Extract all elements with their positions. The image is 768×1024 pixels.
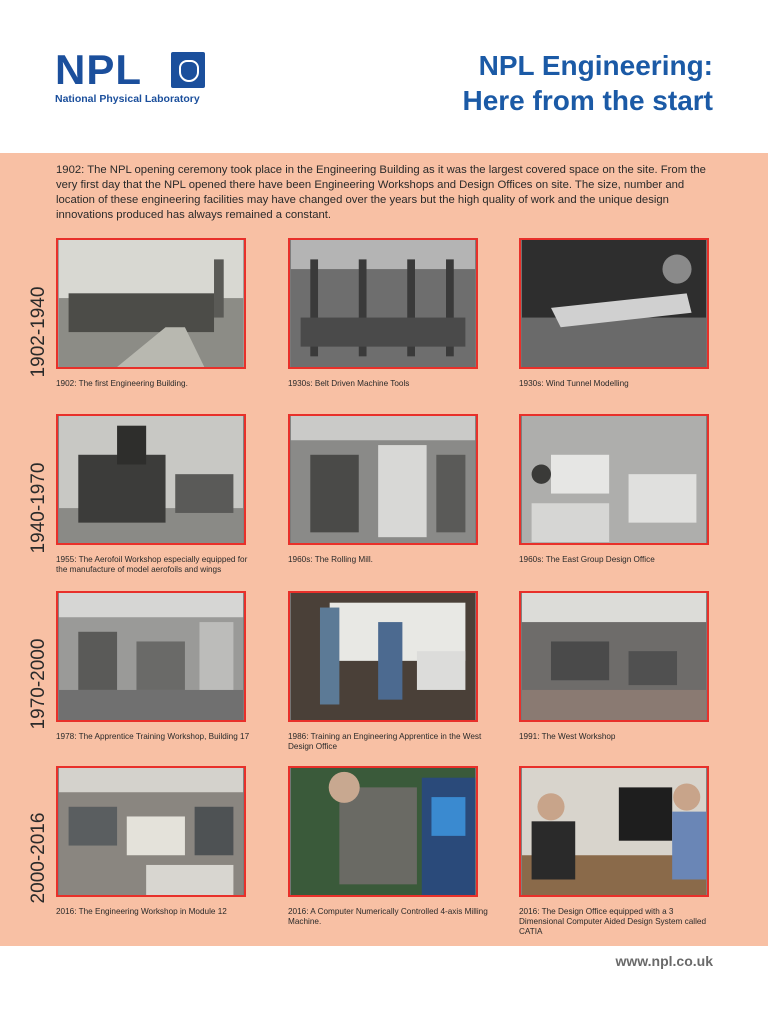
photo-caption: 1991: The West Workshop xyxy=(519,732,616,741)
page-title xyxy=(462,48,713,118)
photo-east-group-design-office xyxy=(519,414,709,545)
photo-caption: 1930s: Belt Driven Machine Tools xyxy=(288,379,410,388)
logo-subtitle: National Physical Laboratory xyxy=(55,93,200,105)
photo-caption: 1960s: The East Group Design Office xyxy=(519,555,655,564)
photo-caption: 1978: The Apprentice Training Workshop, Building 17 xyxy=(56,732,250,741)
photo-rolling-mill xyxy=(288,414,478,545)
title-line-2: Here from the start xyxy=(462,85,713,116)
photo-west-workshop xyxy=(519,591,709,722)
photo-caption: 1955: The Aerofoil Workshop especially equipped for the manufacture of model aerofoils and wings xyxy=(56,555,248,574)
photo-design-office-catia xyxy=(519,766,709,897)
era-label-2: 1940-1970 xyxy=(28,462,49,554)
photo-caption: 2016: The Design Office equipped with a 3 Dimensional Computer Aided Design System called CATIA xyxy=(519,907,707,936)
photo-caption: 1986: Training an Engineering Apprentice in the West Design Office xyxy=(288,732,482,751)
photo-aerofoil-workshop xyxy=(56,414,246,545)
photo-caption: 1960s: The Rolling Mill. xyxy=(288,555,373,564)
photo-cnc-milling-machine xyxy=(288,766,478,897)
photo-apprentice-training-workshop xyxy=(56,591,246,722)
era-label-3: 1970-2000 xyxy=(28,638,49,730)
photo-belt-driven-machine-tools xyxy=(288,238,478,369)
website-link[interactable]: www.npl.co.uk xyxy=(615,953,713,969)
intro-paragraph: 1902: The NPL opening ceremony took place in the Engineering Building as it was the largest covered space on the site. From the very first day that the NPL opened there have been Engineering Workshops and Design Offices on site. The size, number and location of these engineering facilities may have changed over the years but the high quality of work and the unique design innovations produced has always remained a constant. xyxy=(56,164,706,221)
title-line-1: NPL Engineering: xyxy=(478,50,713,81)
photo-caption: 1902: The first Engineering Building. xyxy=(56,379,188,388)
era-label-4: 2000-2016 xyxy=(28,812,49,904)
logo-wordmark: NPL xyxy=(55,46,142,93)
photo-first-engineering-building xyxy=(56,238,246,369)
photo-caption: 2016: A Computer Numerically Controlled 4-axis Milling Machine. xyxy=(288,907,488,926)
era-label-1: 1902-1940 xyxy=(28,286,49,378)
photo-engineering-workshop-module-12 xyxy=(56,766,246,897)
photo-caption: 2016: The Engineering Workshop in Module 12 xyxy=(56,907,227,916)
npl-crest-icon xyxy=(171,52,205,88)
npl-logo[interactable] xyxy=(55,46,215,110)
photo-caption: 1930s: Wind Tunnel Modelling xyxy=(519,379,629,388)
photo-west-design-office xyxy=(288,591,478,722)
photo-wind-tunnel-modelling xyxy=(519,238,709,369)
